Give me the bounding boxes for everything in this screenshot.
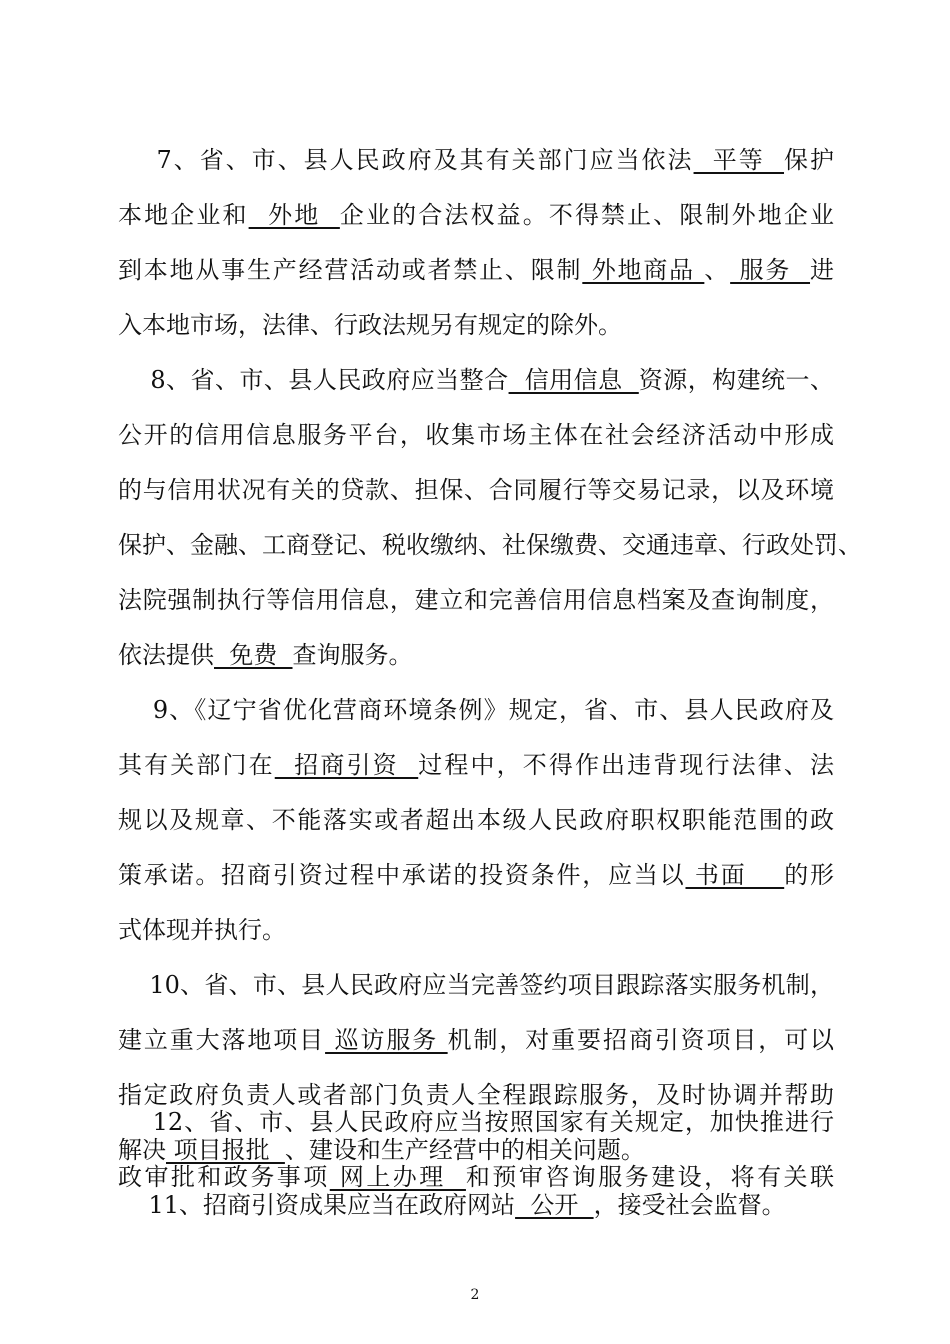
text-segment: 式体现并执行。: [118, 916, 286, 944]
text-segment: 和预审咨询服务建设，将有关联: [465, 1163, 835, 1191]
text-segment: 企业的合法权益。不得禁止、限制外地企业: [339, 201, 835, 229]
text-segment: 的与信用状况有关的贷款、担保、合同履行等交易记录，以及环境: [118, 476, 834, 504]
fill-in-answer: 信用信息: [508, 366, 639, 394]
text-line: [118, 360, 834, 400]
text-segment: 其有关部门在: [118, 751, 275, 779]
text-segment: 解决: [118, 1136, 166, 1164]
text-line: [118, 1020, 834, 1060]
text-segment: 入本地市场，法律、行政法规另有规定的除外。: [118, 311, 622, 339]
text-line: [118, 965, 834, 1005]
text-segment: 政审批和政务事项: [118, 1163, 330, 1191]
text-segment: 资源，构建统一、: [638, 366, 835, 394]
fill-in-answer: 平等: [693, 146, 785, 174]
text-segment: 机制，对重要招商引资项目，可以: [447, 1026, 835, 1054]
text-line: [118, 745, 834, 785]
text-segment: 过程中，不得作出违背现行法律、法: [418, 751, 835, 779]
text-segment: 依法提供: [118, 641, 214, 669]
text-segment: 公开的信用信息服务平台，收集市场主体在社会经济活动中形成: [118, 421, 834, 449]
text-segment: 12、省、市、县人民政府应当按照国家有关规定，加快推进行: [118, 1108, 834, 1136]
text-segment: 查询服务。: [292, 641, 413, 669]
text-line: [118, 635, 834, 675]
text-segment: 法院强制执行等信用信息，建立和完善信用信息档案及查询制度，: [118, 586, 834, 614]
text-segment: 8、省、市、县人民政府应当整合: [118, 366, 509, 394]
text-segment: 建立重大落地项目: [118, 1026, 326, 1054]
text-segment: 保护、金融、工商登记、税收缴纳、社保缴费、交通违章、行政处罚、: [118, 531, 862, 559]
page-number: 2: [470, 1287, 480, 1303]
text-segment: 的形: [784, 861, 834, 889]
text-line: [118, 1157, 834, 1197]
text-line: [118, 910, 834, 950]
fill-in-answer: 招商引资: [274, 751, 419, 779]
text-segment: 指定政府负责人或者部门负责人全程跟踪服务，及时协调并帮助: [118, 1081, 834, 1109]
fill-in-answer: 书面: [685, 861, 785, 889]
text-segment: 、: [704, 256, 731, 284]
text-segment: 到本地从事生产经营活动或者禁止、限制: [118, 256, 583, 284]
text-line: [118, 525, 862, 565]
text-segment: 本地企业和: [118, 201, 249, 229]
text-line: [118, 580, 834, 620]
text-segment: 进: [810, 256, 835, 284]
text-segment: 10、省、市、县人民政府应当完善签约项目跟踪落实服务机制，: [118, 971, 834, 999]
fill-in-answer: 外地商品: [582, 256, 705, 284]
fill-in-answer: 公开: [515, 1191, 594, 1219]
text-segment: ，接受社会监督。: [593, 1191, 786, 1219]
text-line: [118, 140, 834, 180]
fill-in-answer: 外地: [248, 201, 340, 229]
text-segment: 保护: [784, 146, 835, 174]
text-segment: 7、省、市、县人民政府及其有关部门应当依法: [118, 146, 694, 174]
text-line: [118, 250, 834, 290]
text-segment: 规以及规章、不能落实或者超出本级人民政府职权职能范围的政: [118, 806, 834, 834]
fill-in-answer: 巡访服务: [325, 1026, 448, 1054]
text-segment: 11、招商引资成果应当在政府网站: [118, 1191, 516, 1219]
text-line: [118, 855, 834, 895]
fill-in-answer: 项目报批: [166, 1136, 285, 1164]
text-line: [118, 305, 834, 345]
fill-in-answer: 免费: [214, 641, 293, 669]
fill-in-answer: 网上办理: [329, 1163, 466, 1191]
text-segment: 9、《辽宁省优化营商环境条例》规定，省、市、县人民政府及: [118, 696, 834, 724]
text-segment: 策承诺。招商引资过程中承诺的投资条件，应当以: [118, 861, 686, 889]
text-line: [118, 470, 834, 510]
text-line: [118, 415, 834, 455]
text-line: [118, 800, 834, 840]
text-line: [118, 1102, 834, 1142]
text-line: [118, 690, 834, 730]
fill-in-answer: 服务: [730, 256, 811, 284]
text-segment: 、建设和生产经营中的相关问题。: [284, 1136, 645, 1164]
text-line: [118, 195, 834, 235]
